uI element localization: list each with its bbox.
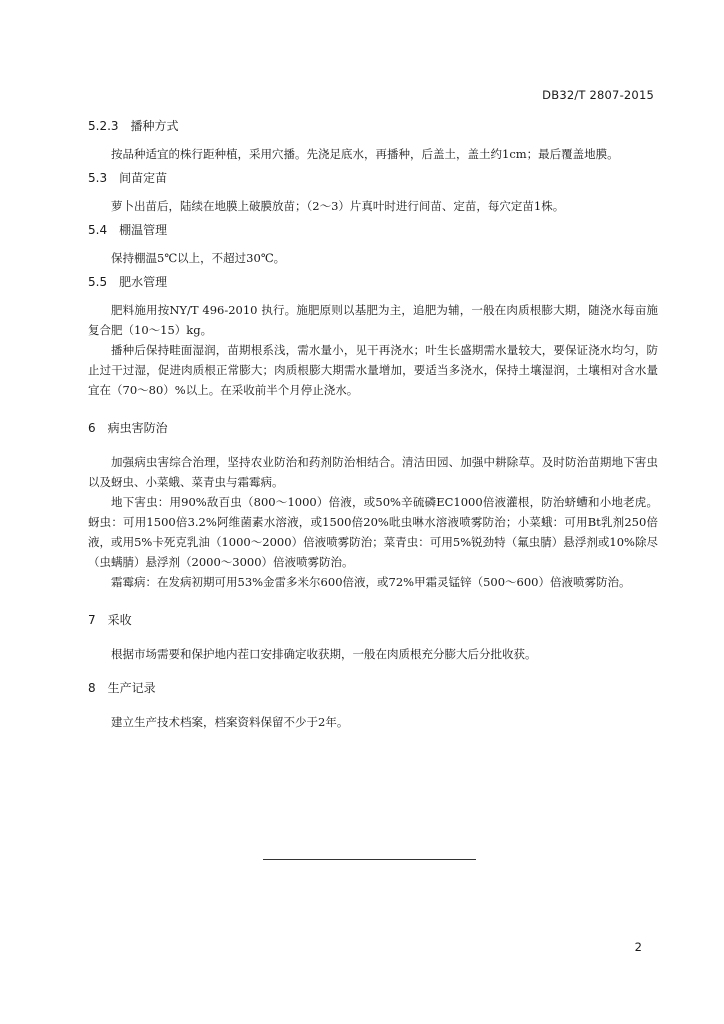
paragraph: 建立生产技术档案，档案资料保留不少于2年。 bbox=[111, 715, 349, 729]
document-id: DB32/T 2807-2015 bbox=[542, 88, 654, 102]
paragraph: 播种后保持畦面湿润，苗期根系浅，需水量小，见干再浇水；叶生长盛期需水量较大，要保证浇水均匀，防止过干过湿，促进肉质根正常膨大；肉质根膨大期需水量增加，要适当多浇水，保持土壤湿润，土壤相对含水量宜在（70～80）%以上。在采收前半个月停止浇水。 bbox=[88, 343, 658, 397]
end-rule-divider bbox=[263, 859, 476, 860]
section-5-2-3 bbox=[88, 118, 658, 164]
section-5-5 bbox=[88, 274, 658, 400]
section-7 bbox=[88, 612, 658, 664]
paragraph: 霜霉病：在发病初期可用53%金雷多米尔600倍液，或72%甲霜灵锰锌（500～600）倍液喷雾防治。 bbox=[111, 575, 631, 589]
section-heading bbox=[88, 170, 658, 186]
section-number: 8 bbox=[88, 681, 96, 695]
section-title: 棚温管理 bbox=[119, 223, 168, 237]
section-title: 病虫害防治 bbox=[107, 421, 168, 435]
section-title: 播种方式 bbox=[130, 119, 179, 133]
section-6 bbox=[88, 420, 658, 592]
paragraph: 按品种适宜的株行距种植，采用穴播。先浇足底水，再播种，后盖土，盖土约1cm；最后覆盖地膜。 bbox=[111, 147, 619, 161]
section-heading bbox=[88, 420, 658, 436]
section-number: 5.4 bbox=[88, 223, 108, 237]
paragraph: 肥料施用按NY/T 496-2010 执行。施肥原则以基肥为主，追肥为辅，一般在肉质根膨大期，随浇水每亩施复合肥（10～15）kg。 bbox=[88, 303, 658, 337]
section-heading bbox=[88, 274, 658, 290]
paragraph: 加强病虫害综合治理，坚持农业防治和药剂防治相结合。清洁田园、加强中耕除草。及时防治苗期地下害虫以及蚜虫、小菜蛾、菜青虫与霜霉病。 bbox=[88, 455, 658, 489]
section-number: 6 bbox=[88, 421, 96, 435]
section-number: 5.3 bbox=[88, 171, 108, 185]
section-heading bbox=[88, 680, 658, 696]
section-heading bbox=[88, 118, 658, 134]
section-title: 肥水管理 bbox=[119, 275, 168, 289]
paragraph: 保持棚温5℃以上，不超过30℃。 bbox=[111, 251, 286, 265]
section-number: 5.5 bbox=[88, 275, 108, 289]
section-heading bbox=[88, 222, 658, 238]
section-5-4 bbox=[88, 222, 658, 268]
section-5-3 bbox=[88, 170, 658, 216]
section-8 bbox=[88, 680, 658, 732]
section-title: 间苗定苗 bbox=[119, 171, 168, 185]
page-content bbox=[88, 118, 658, 732]
section-number: 5.2.3 bbox=[88, 119, 119, 133]
section-heading bbox=[88, 612, 658, 628]
paragraph: 萝卜出苗后，陆续在地膜上破膜放苗；（2～3）片真叶时进行间苗、定苗，每穴定苗1株。 bbox=[111, 199, 565, 213]
paragraph: 根据市场需要和保护地内茬口安排确定收获期，一般在肉质根充分膨大后分批收获。 bbox=[111, 647, 537, 661]
section-number: 7 bbox=[88, 613, 96, 627]
section-title: 采收 bbox=[107, 613, 132, 627]
page-number: 2 bbox=[634, 940, 642, 954]
section-title: 生产记录 bbox=[107, 681, 156, 695]
paragraph: 地下害虫：用90%敌百虫（800～1000）倍液，或50%辛硫磷EC1000倍液灌根，防治蛴螬和小地老虎。蚜虫：可用1500倍3.2%阿维菌素水溶液，或1500倍20%吡虫啉水溶液喷雾防治；小菜蛾：可用Bt乳剂250倍液，或用5%卡死克乳油（1000～2000）倍液喷雾防治；菜青虫：可用5%锐劲特（氟虫腈）悬浮剂或10%除尽（虫螨腈）悬浮剂（2000～3000）倍液喷雾防治。 bbox=[88, 495, 658, 569]
